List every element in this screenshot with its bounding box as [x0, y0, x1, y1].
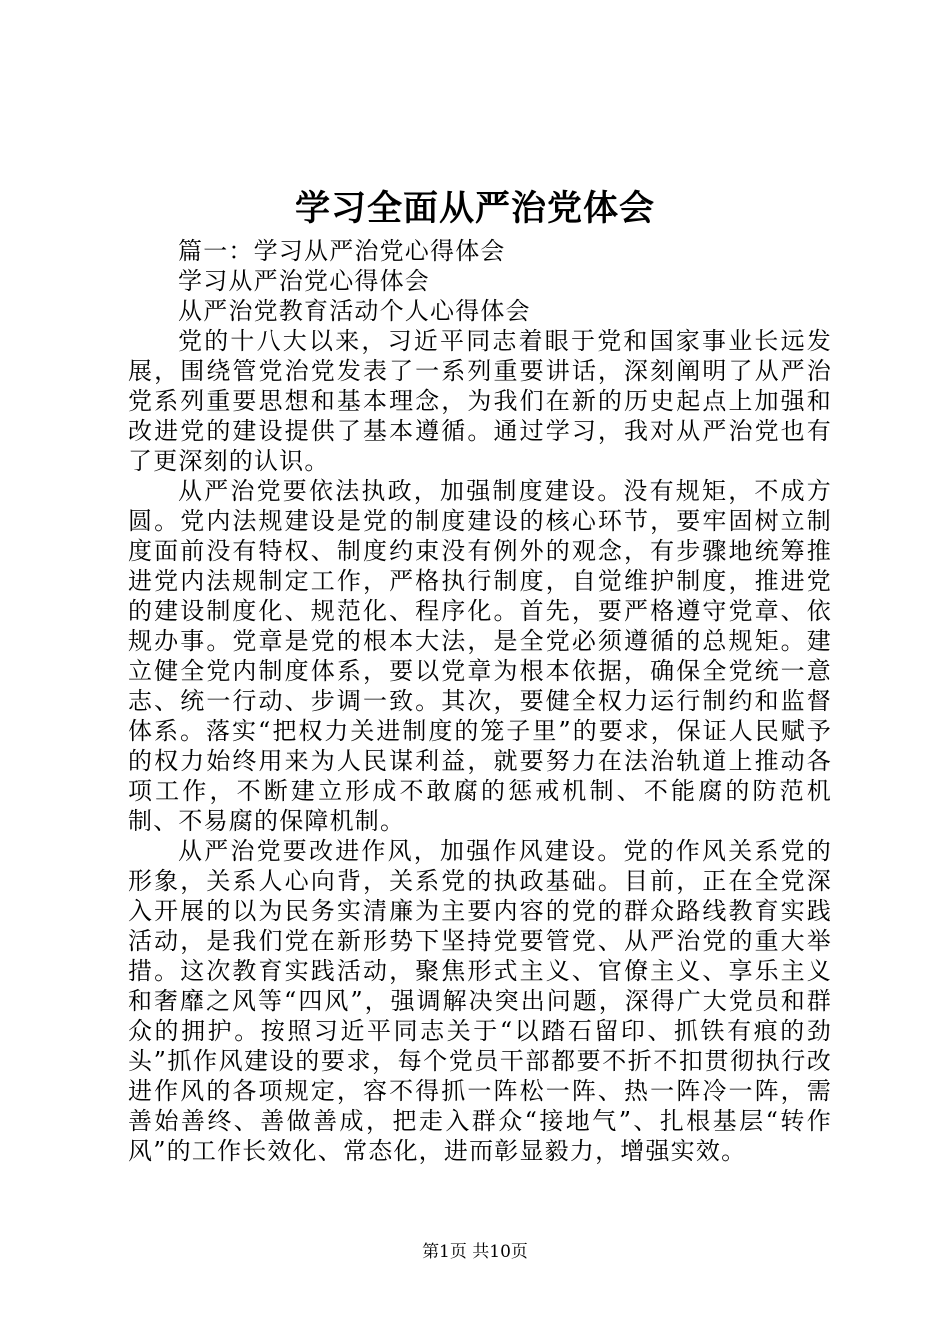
paragraph-work-style: 从严治党要改进作风，加强作风建设。党的作风关系党的形象，关系人心向背，关系党的执政基础。目前，正在全党深入开展的以为民务实清廉为主要内容的党的群众路线教育实践活动，是我们党在新形势下坚持党要管党、从严治党的重大举措。这次教育实践活动，聚焦形式主义、官僚主义、享乐主义和奢靡之风等“四风”，强调解决突出问题，深得广大党员和群众的拥护。按照习近平同志关于“以踏石留印、抓铁有痕的劲头”抓作风建设的要求，每个党员干部都要不折不扣贯彻执行改进作风的各项规定，容不得抓一阵松一阵、热一阵冷一阵，需善始善终、善做善成，把走入群众“接地气”、扎根基层“转作风”的工作长效化、常态化，进而彰显毅力，增强实效。 — [128, 837, 832, 1165]
page-number-footer: 第1页 共10页 — [422, 1242, 528, 1262]
document-body — [128, 236, 832, 1166]
paragraph-subtitle-3: 从严治党教育活动个人心得体会 — [178, 297, 531, 325]
paragraph-intro: 党的十八大以来，习近平同志着眼于党和国家事业长远发展，围绕管党治党发表了一系列重要讲话，深刻阐明了从严治党系列重要思想和基本理念，为我们在新的历史起点上加强和改进党的建设提供了基本遵循。通过学习，我对从严治党也有了更深刻的认识。 — [128, 327, 832, 475]
paragraph-subtitle-1: 篇一：学习从严治党心得体会 — [178, 237, 506, 265]
paragraph-subtitle-2: 学习从严治党心得体会 — [178, 267, 430, 295]
document-title: 学习全面从严治党体会 — [294, 188, 655, 229]
paragraph-rule-of-law: 从严治党要依法执政，加强制度建设。没有规矩，不成方圆。党内法规建设是党的制度建设的核心环节，要牢固树立制度面前没有特权、制度约束没有例外的观念，有步骤地统筹推进党内法规制定工作，严格执行制度，自觉维护制度，推进党的建设制度化、规范化、程序化。首先，要严格遵守党章、依规办事。党章是党的根本大法，是全党必须遵循的总规矩。建立健全党内制度体系，要以党章为根本依据，确保全党统一意志、统一行动、步调一致。其次，要健全权力运行制约和监督体系。落实“把权力关进制度的笼子里”的要求，保证人民赋予的权力始终用来为人民谋利益，就要努力在法治轨道上推动各项工作，不断建立形成不敢腐的惩戒机制、不能腐的防范机制、不易腐的保障机制。 — [128, 477, 832, 835]
